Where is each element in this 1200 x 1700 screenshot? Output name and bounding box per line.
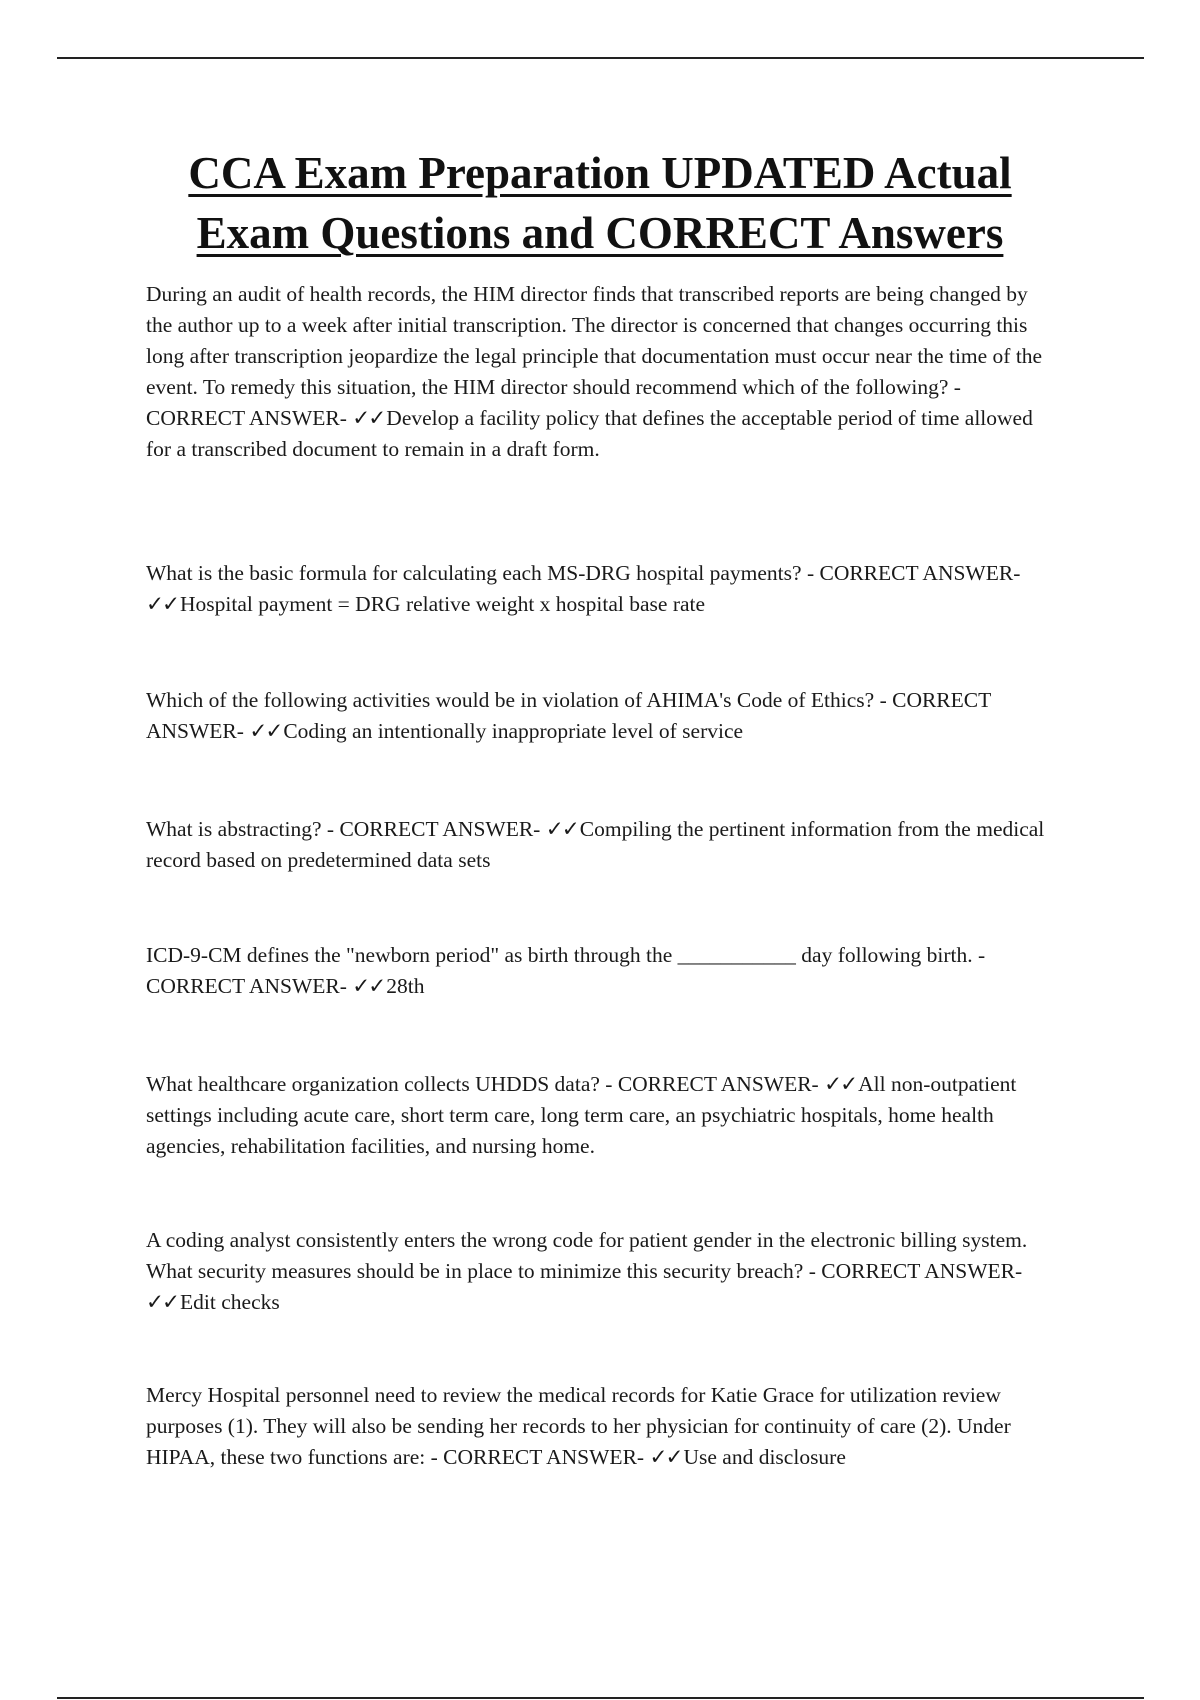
answer-separator: - CORRECT ANSWER- [801,561,1021,585]
question-text: Which of the following activities would be in violation of AHIMA's Code of Ethics? [146,688,875,712]
document-title [0,143,1200,263]
answer-separator: - CORRECT ANSWER- [425,1445,650,1469]
answer-text: Compiling the pertinent information from the medical record based on predetermined data sets [146,817,1045,872]
question-text: During an audit of health records, the HIM director finds that transcribed reports are being changed by the author up to a week after initial transcription. The director is concerned that changes occurring this long after transcription jeopardize the legal principle that documentation must occur near the time of the event. To remedy this situation, the HIM director should recommend which of the following? [146,282,1043,399]
answer-text: All non-outpatient settings including acute care, short term care, long term care, an psychiatric hospitals, home health agencies, rehabilitation facilities, and nursing home. [146,1072,1017,1158]
checkmark-icon: ✓✓ [352,974,385,998]
question-text: Mercy Hospital personnel need to review the medical records for Katie Grace for utilization review purposes (1). They will also be sending her records to her physician for continuity of care (2). Under HIPAA, these two functions are: [146,1383,1011,1469]
top-rule [57,57,1144,59]
answer-separator: - CORRECT ANSWER- [803,1259,1023,1283]
qa-item-3 [146,685,1046,747]
answer-text: Hospital payment = DRG relative weight x hospital base rate [180,592,706,616]
question-text: What healthcare organization collects UHDDS data? [146,1072,600,1096]
checkmark-icon: ✓✓ [146,1290,179,1314]
title-line-1: CCA Exam Preparation UPDATED Actual [188,148,1012,198]
qa-item-8 [146,1380,1046,1473]
bottom-rule [57,1697,1144,1699]
answer-text: Develop a facility policy that defines the acceptable period of time allowed for a transcribed document to remain in a draft form. [146,406,1033,461]
answer-separator: - CORRECT ANSWER- [146,688,991,743]
answer-separator: - CORRECT ANSWER- [599,1072,825,1096]
qa-item-7 [146,1225,1046,1318]
question-text: What is the basic formula for calculating each MS-DRG hospital payments? [146,561,802,585]
answer-separator: - CORRECT ANSWER- [146,375,961,430]
checkmark-icon: ✓✓ [352,406,385,430]
question-text: What is abstracting? [146,817,322,841]
answer-text: 28th [386,974,425,998]
qa-item-1 [146,279,1046,465]
qa-item-2 [146,558,1046,620]
answer-text: Use and disclosure [683,1445,846,1469]
checkmark-icon: ✓✓ [649,1445,682,1469]
checkmark-icon: ✓✓ [146,592,179,616]
answer-separator: - CORRECT ANSWER- [146,943,986,998]
answer-text: Edit checks [180,1290,280,1314]
answer-text: Coding an intentionally inappropriate level of service [283,719,744,743]
qa-item-4 [146,814,1046,876]
checkmark-icon: ✓✓ [249,719,282,743]
title-line-2: Exam Questions and CORRECT Answers [196,208,1004,258]
checkmark-icon: ✓✓ [824,1072,857,1096]
question-text: A coding analyst consistently enters the wrong code for patient gender in the electronic billing system. What security measures should be in place to minimize this security breach? [146,1228,1028,1283]
checkmark-icon: ✓✓ [545,817,578,841]
qa-item-5 [146,940,1046,1002]
question-text: ICD-9-CM defines the "newborn period" as birth through the ___________ day following birth. [146,943,973,967]
qa-item-6 [146,1069,1046,1162]
answer-separator: - CORRECT ANSWER- [321,817,546,841]
